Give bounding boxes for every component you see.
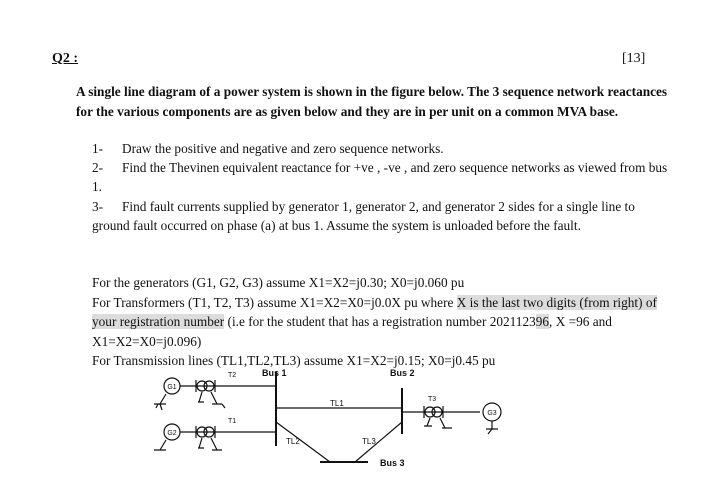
bus-1-label: Bus 1: [262, 368, 287, 378]
t2-label: T2: [228, 372, 237, 379]
transformer-params-mid: (i.e for the student that has a registration number 2021123: [224, 314, 536, 329]
t1-label: T1: [228, 418, 237, 425]
t3-label: T3: [428, 396, 437, 403]
transformer-t2: [196, 372, 236, 408]
task-number: 3-: [92, 199, 104, 214]
task-item-2: [92, 158, 672, 196]
transformer-params-post: , X =96 and X1=X2=X0=j0.096): [92, 314, 612, 349]
question-marks: [13]: [622, 51, 646, 66]
single-line-diagram: [140, 362, 520, 477]
tl1-label: TL1: [330, 399, 344, 408]
g3-label: G3: [487, 410, 497, 417]
question-intro: A single line diagram of a power system is shown in the figure below. The 3 sequence network reactances for the various components are as given below and they are in per unit on a common MVA base.: [76, 84, 668, 119]
task-item-1: [92, 139, 444, 158]
generator-params: For the generators (G1, G2, G3) assume X1=X2=j0.30; X0=j0.060 pu: [92, 275, 465, 290]
task-text: Find the Thevinen equivalent reactance for +ve , -ve , and zero sequence networks as viewed from bus 1.: [92, 160, 668, 194]
tl3-label: TL3: [362, 437, 376, 446]
task-number: 1-: [92, 141, 104, 156]
task-text: Draw the positive and negative and zero sequence networks.: [122, 141, 444, 156]
task-item-3: [92, 197, 672, 235]
task-number: 2-: [92, 160, 104, 175]
highlight-digits: 96: [535, 314, 550, 329]
question-label: Q2 :: [52, 51, 79, 66]
line-tl2: [276, 422, 330, 462]
task-text: Find fault currents supplied by generator 1, generator 2, and generator 2 sides for a single line to ground fault occurred on phase (a) at bus 1. Assume the system is unloaded before the fault.: [92, 199, 635, 233]
bus-3-label: Bus 3: [380, 458, 405, 468]
highlight-registration: X is the last two digits (from right) of your registration number: [92, 294, 657, 329]
transformer-params: [92, 293, 666, 352]
line-params: For Transmission lines (TL1,TL2,TL3) assume X1=X2=j0.15; X0=j0.45 pu: [92, 353, 496, 368]
g2-label: G2: [167, 430, 177, 437]
transformer-params-pre: For Transformers (T1, T2, T3) assume X1=X2=X0=j0.0X pu where: [92, 294, 457, 310]
generator-g3: [483, 403, 501, 434]
transformer-t1: [196, 418, 236, 450]
parameters-block: [92, 273, 666, 371]
g1-label: G1: [167, 384, 177, 391]
tl2-label: TL2: [286, 437, 300, 446]
transformer-t3: [402, 396, 480, 428]
bus-2-label: Bus 2: [390, 368, 415, 378]
